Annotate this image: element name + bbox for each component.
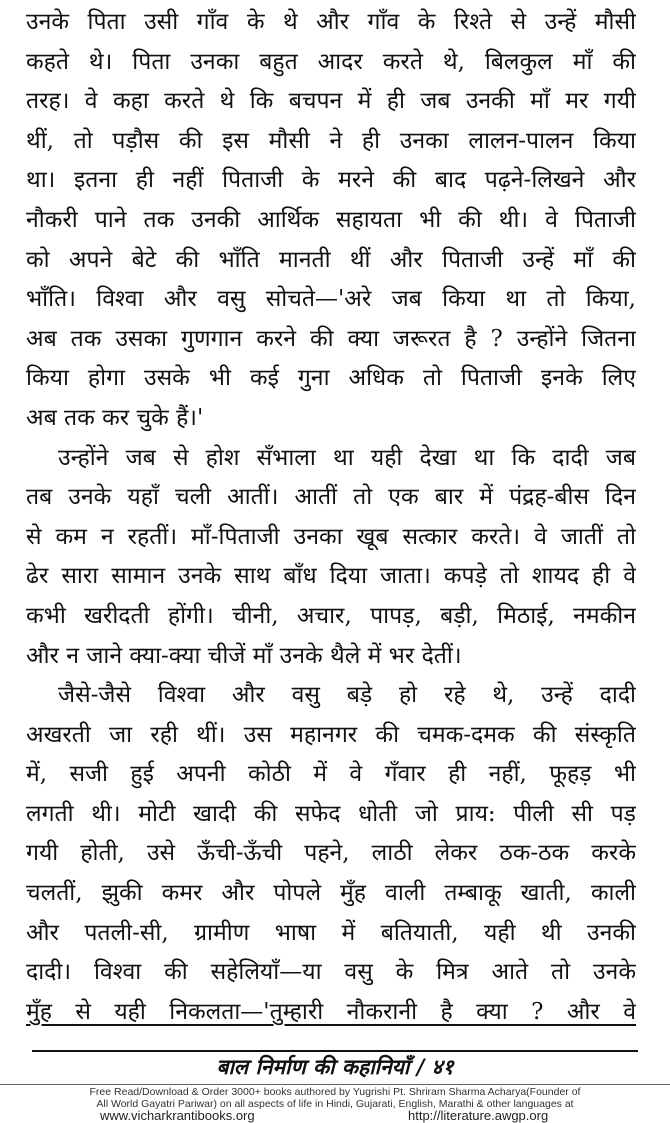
text-line: तरह। वे कहा करते थे कि बचपन में ही जब उनकी माँ मर गयी bbox=[26, 88, 636, 115]
paragraph-start-line: जैसे-जैसे विश्वा और वसु बड़े हो रहे थे, उन्हें दादी bbox=[58, 682, 636, 709]
text-line: नौकरी पाने तक उनकी आर्थिक सहायता भी की थी। वे पिताजी bbox=[26, 206, 636, 233]
publisher-credit bbox=[20, 1086, 650, 1110]
text-line: किया होगा उसके भी कई गुना अधिक तो पिताजी इनके लिए bbox=[26, 365, 636, 392]
text-line: थीं, तो पड़ौस की इस मौसी ने ही उनका लालन-पालन किया bbox=[26, 127, 636, 154]
text-line: और पतली-सी, ग्रामीण भाषा में बतियाती, यही थी उनकी bbox=[26, 919, 636, 946]
publisher-links bbox=[0, 1109, 670, 1123]
text-line: में, सजी हुई अपनी कोठी में वे गँवार ही नहीं, फूहड़ भी bbox=[26, 761, 636, 788]
publisher-divider bbox=[0, 1084, 670, 1085]
credit-line-2: All World Gayatri Pariwar) on all aspects of life in Hindi, Gujarati, English, Marathi & other languages at bbox=[96, 1098, 574, 1110]
book-page-text bbox=[26, 3, 636, 1032]
text-line: से कम न रहतीं। माँ-पिताजी उनका खूब सत्कार करते। वे जातीं तो bbox=[26, 523, 636, 550]
underlined-last-line: मुँह से यही निकलता—'तुम्हारी नौकरानी है क्या ? और वे bbox=[26, 998, 636, 1025]
paragraph-start-line: उन्होंने जब से होश सँभाला था यही देखा था कि दादी जब bbox=[58, 444, 636, 471]
credit-line-1: Free Read/Download & Order 3000+ books authored by Yugrishi Pt. Shriram Sharma Acharya(Founder of bbox=[89, 1086, 581, 1098]
text-line: गयी होती, उसे ऊँची-ऊँची पहने, लाठी लेकर ठक-ठक करके bbox=[26, 840, 636, 867]
text-line: अब तक उसका गुणगान करने की क्या जरूरत है ? उन्होंने जितना bbox=[26, 325, 636, 352]
text-line: भाँति। विश्वा और वसु सोचते—'अरे जब किया था तो किया, bbox=[26, 286, 636, 313]
text-line: दादी। विश्वा की सहेलियाँ—या वसु के मित्र आते तो उनके bbox=[26, 959, 636, 986]
text-line: ढेर सारा सामान उनके साथ बाँध दिया जाता। कपड़े तो शायद ही वे bbox=[26, 563, 636, 590]
awgp-literature-link[interactable]: http://literature.awgp.org bbox=[408, 1108, 549, 1123]
text-line: तब उनके यहाँ चली आतीं। आतीं तो एक बार में पंद्रह-बीस दिन bbox=[26, 484, 636, 511]
vicharkranti-link[interactable]: www.vicharkrantibooks.org bbox=[100, 1108, 255, 1123]
text-line: को अपने बेटे की भाँति मानती थीं और पिताजी उन्हें माँ की bbox=[26, 246, 636, 273]
paragraph-end-line: अब तक कर चुके हैं।' bbox=[26, 404, 204, 431]
running-footer-title: बाल निर्माण की कहानियाँ / ४१ bbox=[216, 1054, 454, 1079]
paragraph-end-line: और न जाने क्या-क्या चीजें माँ उनके थैले में भर देतीं। bbox=[26, 642, 462, 669]
text-line: लगती थी। मोटी खादी की सफेद धोती जो प्राय: पीली सी पड़ bbox=[26, 800, 636, 827]
text-line: चलतीं, झुकी कमर और पोपले मुँह वाली तम्बाकू खाती, काली bbox=[26, 880, 636, 907]
text-line: था। इतना ही नहीं पिताजी के मरने की बाद पढ़ने-लिखने और bbox=[26, 167, 636, 194]
page-footer bbox=[0, 1050, 670, 1123]
text-line: कभी खरीदती होंगी। चीनी, अचार, पापड़, बड़ी, मिठाई, नमकीन bbox=[26, 602, 636, 629]
text-line: कहते थे। पिता उनका बहुत आदर करते थे, बिलकुल माँ की bbox=[26, 48, 636, 75]
text-line: अखरती जा रही थीं। उस महानगर की चमक-दमक की संस्कृति bbox=[26, 721, 636, 748]
text-line: उनके पिता उसी गाँव के थे और गाँव के रिश्ते से उन्हें मौसी bbox=[26, 9, 636, 35]
footer-rule bbox=[32, 1050, 638, 1052]
